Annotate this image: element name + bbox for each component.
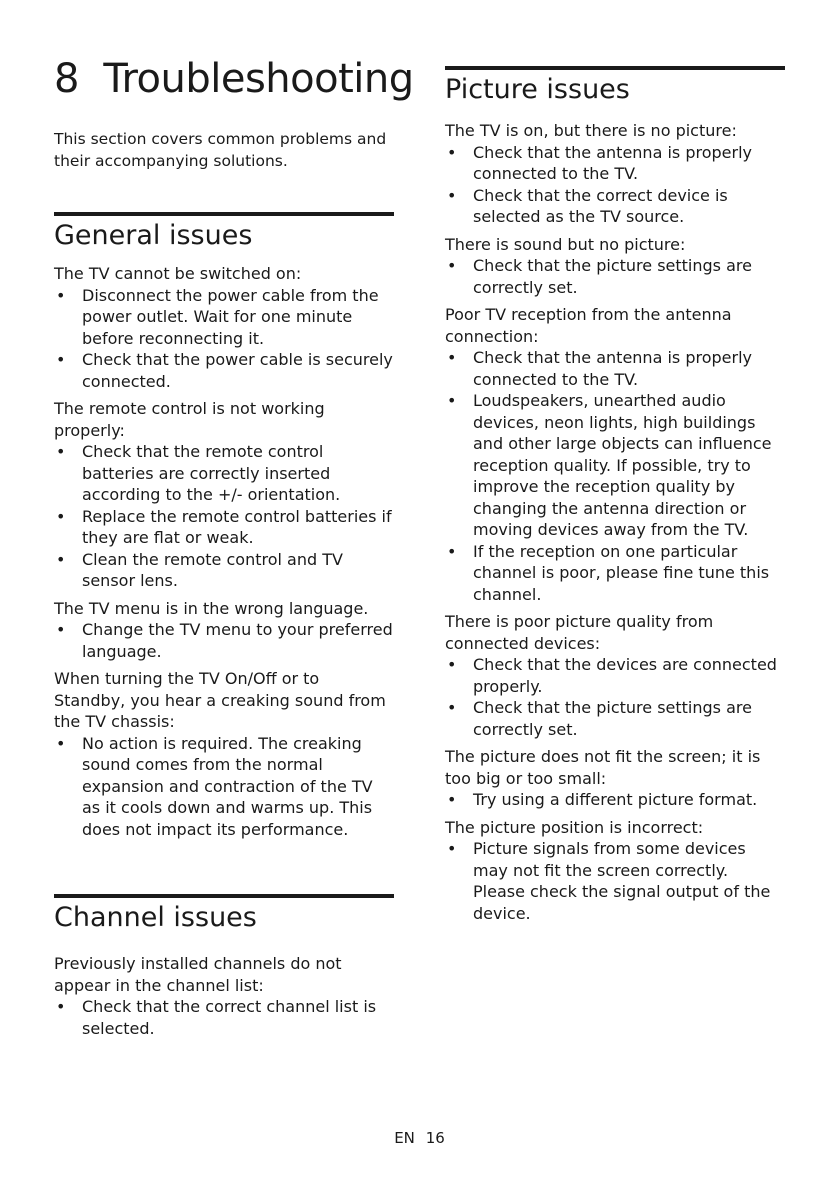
solution-item: • Check that the devices are connected properly. <box>445 654 785 697</box>
solution-list <box>445 789 785 811</box>
problem-text: The remote control is not working properly: <box>54 399 325 440</box>
solution-list <box>54 285 394 393</box>
general-issues-list <box>54 263 394 840</box>
solution-item: • Replace the remote control batteries if they are flat or weak. <box>54 506 394 549</box>
chapter-number: 8 <box>54 56 79 102</box>
channel-issues-list <box>54 953 394 1039</box>
picture-issues-list <box>445 120 785 924</box>
solution-list <box>445 142 785 228</box>
problem-text: Previously installed channels do not appear in the channel list: <box>54 954 342 995</box>
problem-block <box>445 746 785 811</box>
intro-text: This section covers common problems and their accompanying solutions. <box>54 130 387 170</box>
solution-list <box>445 255 785 298</box>
solution-item: • Picture signals from some devices may not fit the screen correctly. Please check the signal output of the device. <box>445 838 785 924</box>
solution-item: • No action is required. The creaking sound comes from the normal expansion and contraction of the TV as it cools down and warms up. This does not impact its performance. <box>54 733 394 841</box>
problem-text: The picture does not fit the screen; it is too big or too small: <box>445 747 761 788</box>
general-issues-section <box>54 212 394 846</box>
problem-block <box>445 120 785 228</box>
solution-list <box>445 347 785 605</box>
problem-text: The picture position is incorrect: <box>445 817 704 837</box>
solution-item: • Check that the picture settings are correctly set. <box>445 255 785 298</box>
problem-text: There is poor picture quality from connected devices: <box>445 612 714 653</box>
picture-issues-section <box>445 66 785 930</box>
footer-language: EN <box>394 1129 415 1147</box>
solution-item: • Check that the correct channel list is selected. <box>54 996 394 1039</box>
problem-text: The TV menu is in the wrong language. <box>54 598 369 618</box>
chapter-title-text: Troubleshooting <box>103 56 414 102</box>
channel-issues-title: Channel issues <box>54 902 257 933</box>
problem-block <box>445 817 785 925</box>
solution-item: • Check that the antenna is properly connected to the TV. <box>445 347 785 390</box>
solution-list <box>445 838 785 924</box>
channel-issues-section <box>54 894 394 1045</box>
solution-item: • Clean the remote control and TV sensor lens. <box>54 549 394 592</box>
problem-text: Poor TV reception from the antenna connection: <box>445 305 732 346</box>
solution-item: • Try using a different picture format. <box>445 789 785 811</box>
solution-item: • Loudspeakers, unearthed audio devices, neon lights, high buildings and other large objects can influence reception quality. If possible, try to improve the reception quality by changing the antenna direction or moving devices away from the TV. <box>445 390 785 541</box>
problem-block <box>54 668 394 840</box>
solution-item: • Check that the correct device is selected as the TV source. <box>445 185 785 228</box>
footer-page-number: 16 <box>425 1129 445 1147</box>
solution-item: • Change the TV menu to your preferred language. <box>54 619 394 662</box>
problem-block <box>445 234 785 299</box>
solution-list <box>54 733 394 841</box>
solution-item: • Check that the antenna is properly connected to the TV. <box>445 142 785 185</box>
problem-block <box>54 263 394 392</box>
solution-item: • Check that the power cable is securely connected. <box>54 349 394 392</box>
problem-text: There is sound but no picture: <box>445 234 686 254</box>
page-footer <box>0 1129 839 1147</box>
solution-item: • Disconnect the power cable from the power outlet. Wait for one minute before reconnecting it. <box>54 285 394 350</box>
problem-block <box>54 953 394 1039</box>
solution-list <box>54 996 394 1039</box>
problem-block <box>445 611 785 740</box>
solution-list <box>54 619 394 662</box>
problem-text: The TV is on, but there is no picture: <box>445 121 737 140</box>
solution-list <box>54 441 394 592</box>
picture-issues-title: Picture issues <box>445 74 630 105</box>
solution-list <box>445 654 785 740</box>
problem-text: The TV cannot be switched on: <box>54 264 302 283</box>
problem-text: When turning the TV On/Off or to Standby, you hear a creaking sound from the TV chassis: <box>54 669 386 731</box>
problem-block <box>445 304 785 605</box>
chapter-title <box>54 56 414 102</box>
problem-block <box>54 598 394 663</box>
problem-block <box>54 398 394 592</box>
general-issues-title: General issues <box>54 220 253 251</box>
solution-item: • Check that the picture settings are correctly set. <box>445 697 785 740</box>
solution-item: • Check that the remote control batteries are correctly inserted according to the +/- orientation. <box>54 441 394 506</box>
solution-item: • If the reception on one particular channel is poor, please fine tune this channel. <box>445 541 785 606</box>
